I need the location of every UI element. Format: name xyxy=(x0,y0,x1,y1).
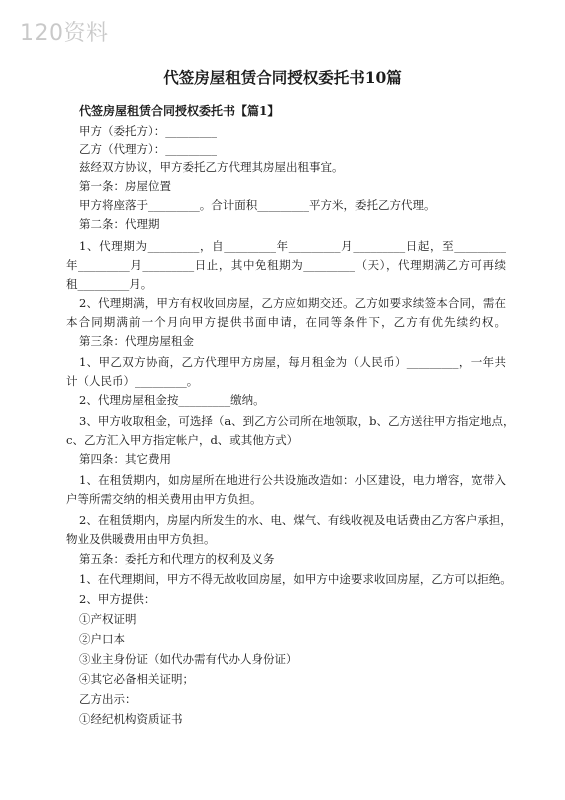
list-item: ②户口本 xyxy=(79,632,125,646)
paragraph-line: 1、在租赁期内，如房屋所在地进行公共设施改造如：小区建设，电力增容，宽带入 xyxy=(79,473,506,487)
paragraph-line: 2、在租赁期内，房屋内所发生的水、电、煤气、有线收视及电话费由乙方客户承担， xyxy=(79,513,512,527)
paragraph-line: c、乙方汇入甲方指定帐户，d、或其他方式） xyxy=(66,433,299,447)
paragraph-line: 计（人民币）_________。 xyxy=(66,374,199,388)
list-item: ④其它必备相关证明； xyxy=(79,672,194,686)
paragraph-line: 年_________月_________日止，其中免租期为_________（天），代理期满乙方可再续 xyxy=(66,258,506,272)
paragraph-line: 2、代理房屋租金按_________缴纳。 xyxy=(79,393,265,407)
party-a-line: 甲方（委托方）：_________ xyxy=(79,124,217,138)
list-heading: 2、甲方提供： xyxy=(79,592,156,606)
clause-heading: 第五条：委托方和代理方的权利及义务 xyxy=(79,552,275,566)
paragraph-line: 本合同期满前一个月向甲方提供书面申请，在同等条件下，乙方有优先续约权。 xyxy=(66,315,506,329)
paragraph-line: 1、在代理期间，甲方不得无故收回房屋，如甲方中途要求收回房屋，乙方可以拒绝。 xyxy=(79,572,512,586)
list-item: ③业主身份证（如代办需有代办人身份证） xyxy=(79,652,298,666)
paragraph-line: 1、代理期为_________，自_________年_________月_________日起，至_________ xyxy=(79,239,506,253)
document-title: 代签房屋租赁合同授权委托书10篇 xyxy=(163,68,402,87)
party-b-line: 乙方（代理方）：_________ xyxy=(79,142,217,156)
clause-heading: 第四条：其它费用 xyxy=(79,452,171,466)
paragraph-line: 3、甲方收取租金，可选择（a、到乙方公司所在地领取，b、乙方送往甲方指定地点， xyxy=(79,414,515,428)
watermark: 120资料 xyxy=(20,21,109,46)
paragraph-line: 租_________月。 xyxy=(66,277,153,291)
paragraph-line: 户等所需交纳的相关费用由甲方负担。 xyxy=(66,492,262,506)
paragraph-line: 1、甲乙双方协商，乙方代理甲方房屋，每月租金为（人民币）_________，一年共 xyxy=(79,355,506,369)
clause-heading: 第二条：代理期 xyxy=(79,217,160,231)
clause-heading: 第三条：代理房屋租金 xyxy=(79,334,194,348)
paragraph-line: 物业及供暖费用由甲方负担。 xyxy=(66,532,216,546)
clause-heading: 第一条：房屋位置 xyxy=(79,179,171,193)
list-heading: 乙方出示： xyxy=(79,692,137,706)
agreement-line: 兹经双方协议，甲方委托乙方代理其房屋出租事宜。 xyxy=(79,160,344,174)
list-item: ①经纪机构资质证书 xyxy=(79,712,183,726)
paragraph-line: 甲方将座落于_________。合计面积_________平方米，委托乙方代理。 xyxy=(79,198,436,212)
paragraph-line: 2、代理期满，甲方有权收回房屋，乙方应如期交还。乙方如要求续签本合同，需在 xyxy=(79,296,506,310)
section-heading: 代签房屋租赁合同授权委托书【篇1】 xyxy=(79,104,280,118)
list-item: ①产权证明 xyxy=(79,612,137,626)
